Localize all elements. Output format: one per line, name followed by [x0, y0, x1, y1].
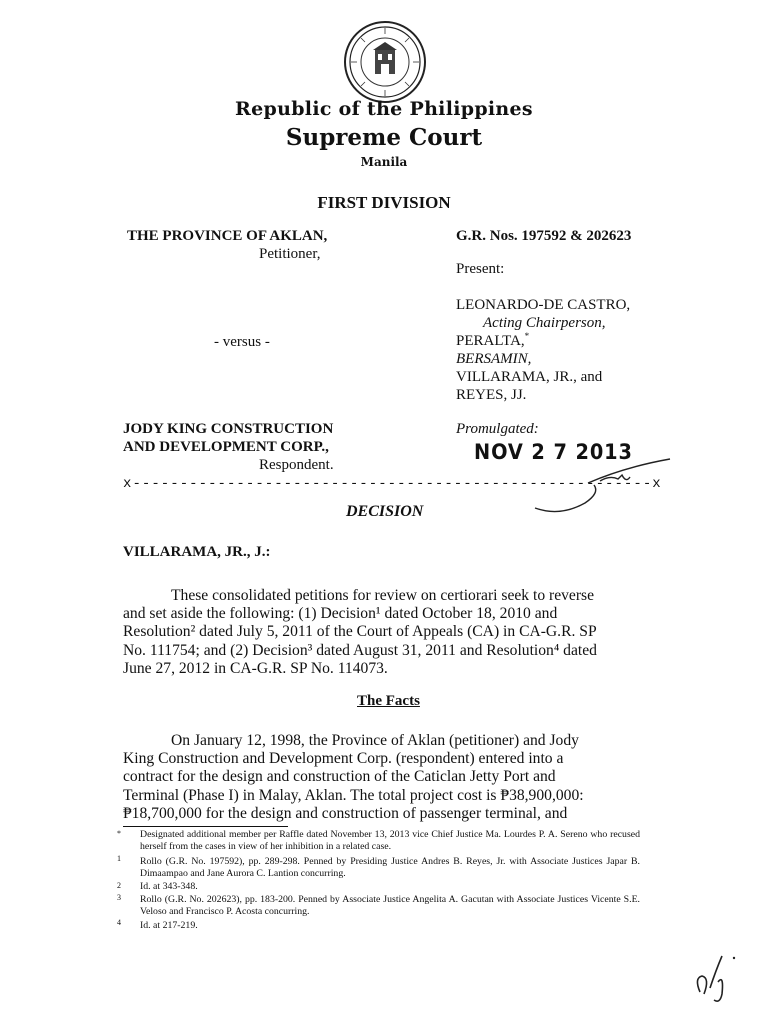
promulgated-date-stamp: NOV 2 7 2013: [474, 440, 633, 464]
promulgated-label: Promulgated:: [456, 421, 539, 437]
footnote-text: Rollo (G.R. No. 197592), pp. 289-298. Penned by Presiding Justice Andres B. Reyes, Jr. with Associate Justices Japar B. Dimaampao and Jane Aurora C. Lantion concurring.: [140, 856, 640, 879]
ponente: VILLARAMA, JR., J.:: [123, 544, 271, 560]
supreme-court-heading: Supreme Court: [285, 124, 483, 151]
city-heading: Manila: [360, 155, 408, 169]
handwritten-initials: [688, 948, 743, 1008]
footnote-mark: 2: [117, 881, 121, 890]
footnote-mark: 4: [117, 918, 121, 927]
republic-heading: Republic of the Philippines: [235, 98, 533, 120]
justice-line: VILLARAMA, JR., and: [456, 369, 603, 385]
justice-line: REYES, JJ.: [456, 387, 527, 403]
justice-line: LEONARDO-DE CASTRO,: [456, 297, 631, 313]
present-label: Present:: [456, 261, 505, 277]
case-number: G.R. Nos. 197592 & 202623: [456, 228, 632, 244]
facts-paragraph: On January 12, 1998, the Province of Aklan (petitioner) and Jody King Construction and Development Corp. (respondent) entered into a contract for the design and construction of the Caticlan Jetty Port and Terminal (Phase I) in Malay, Aklan. The total project cost is ₱38,900,000: ₱18,700,000 for the design and construction of passenger terminal, and: [123, 732, 584, 822]
justice-line: Acting Chairperson,: [483, 315, 606, 331]
justice-line: BERSAMIN,: [456, 351, 532, 367]
respondent-line-2: AND DEVELOPMENT CORP.,: [123, 439, 329, 455]
respondent-line-1: JODY KING CONSTRUCTION: [123, 421, 334, 437]
footnote-text: Id. at 343-348.: [140, 881, 198, 892]
footnote-mark: *: [117, 829, 121, 838]
respondent-role: Respondent.: [259, 457, 334, 473]
decision-title: DECISION: [346, 503, 424, 520]
petitioner-name: THE PROVINCE OF AKLAN,: [127, 228, 328, 244]
footnote-mark: 3: [117, 893, 121, 902]
footnote-divider: [123, 826, 288, 827]
supreme-court-seal: [343, 20, 427, 104]
caption-separator: x-------------------------------------------------------x: [123, 476, 662, 492]
footnote-mark: 1: [117, 854, 121, 863]
footnote-text: Designated additional member per Raffle dated November 13, 2013 vice Chief Justice Ma. Lourdes P. A. Sereno who recused herself from the cases in view of her inhibition in a related case.: [140, 829, 640, 852]
versus-label: - versus -: [214, 334, 270, 350]
footnote-text: Id. at 217-219.: [140, 920, 198, 931]
justice-line: PERALTA,*: [456, 331, 530, 349]
facts-heading: The Facts: [357, 693, 420, 709]
division-heading: FIRST DIVISION: [317, 193, 451, 212]
intro-paragraph: These consolidated petitions for review on certiorari seek to reverse and set aside the following: (1) Decision¹ dated October 18, 2010 and Resolution² dated July 5, 2011 of the Court of Appeals (CA) in CA-G.R. SP No. 111754; and (2) Decision³ dated August 31, 2011 and Resolution⁴ dated June 27, 2012 in CA-G.R. SP No. 114073.: [123, 587, 597, 677]
petitioner-role: Petitioner,: [259, 246, 321, 262]
footnote-text: Rollo (G.R. No. 202623), pp. 183-200. Penned by Associate Justice Angelita A. Gacutan with Associate Justices Vicente S.E. Veloso and Francisco P. Acosta concurring.: [140, 894, 640, 917]
